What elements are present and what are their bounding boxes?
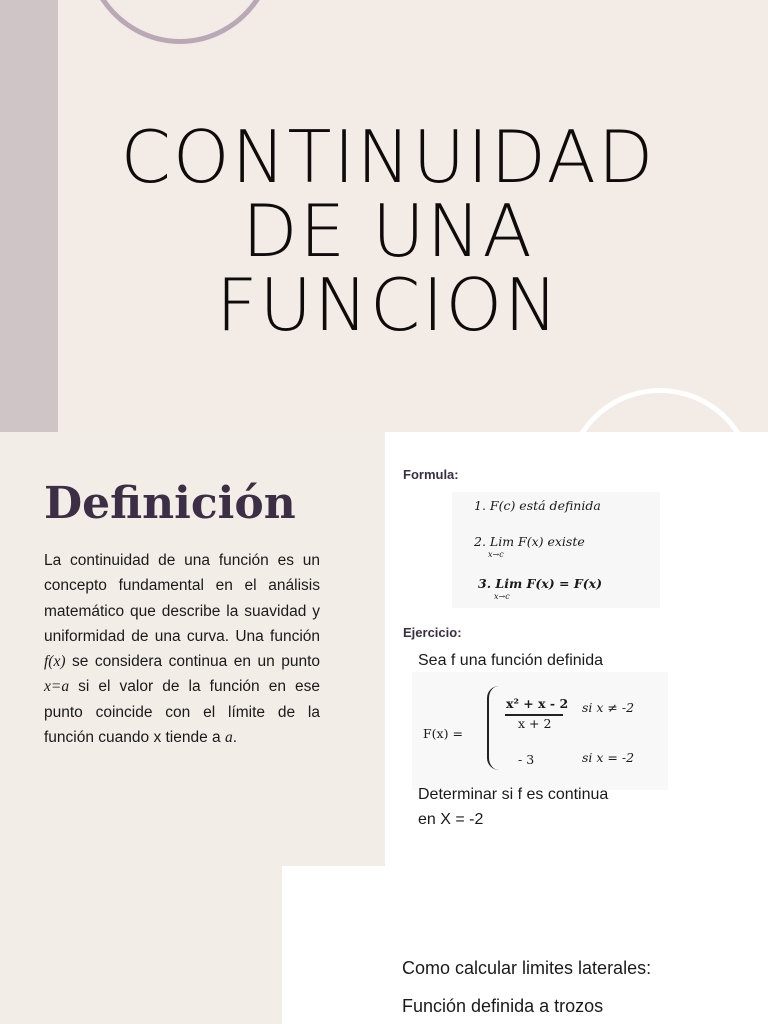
piecewise-condition-2: si x = -2 <box>582 750 635 765</box>
definition-text-part: . <box>232 729 238 747</box>
exercise-label: Ejercicio: <box>403 625 462 640</box>
title-line-2: DE UNA <box>242 189 534 273</box>
piecewise-brace <box>487 686 499 770</box>
piecewise-denominator: x + 2 <box>518 716 552 731</box>
side-stripe <box>0 0 58 432</box>
math-a: a <box>224 729 233 747</box>
bottom-subheading: Función definida a trozos <box>402 996 604 1016</box>
definition-heading: Definición <box>44 478 296 529</box>
exercise-intro: Sea f una función definida <box>418 652 604 669</box>
exercise-question-1: Determinar si f es continua <box>418 786 609 803</box>
piecewise-condition-1: si x ≠ -2 <box>582 700 635 715</box>
formula-item-2-sub: x→c <box>488 550 504 559</box>
title-line-3: FUNCION <box>215 263 560 347</box>
formula-label: Formula: <box>403 467 459 482</box>
definition-text-part: La continuidad de una función es un concepto fundamental en el análisis matemático que describe la suavidad y uniformidad de una curva. Una función <box>44 552 320 645</box>
bottom-heading: Como calcular limites laterales: <box>402 958 652 978</box>
formula-item-3-sub: x→c <box>494 592 510 601</box>
piecewise-value-2: - 3 <box>518 752 535 767</box>
math-x-equals-a: x=a <box>44 678 70 696</box>
piecewise-numerator: x² + x - 2 <box>506 696 569 711</box>
exercise-question-2: en X = -2 <box>418 811 484 828</box>
definition-text <box>44 548 320 750</box>
definition-text-part: si el valor de la función en ese punto coincide con el límite de la función cuando x tiende a <box>44 678 320 747</box>
formula-item-2: 2. Lim F(x) existe <box>474 534 585 549</box>
piecewise-lhs: F(x) = <box>423 726 463 741</box>
title-line-1: CONTINUIDAD <box>120 115 656 199</box>
math-fx: f(x) <box>44 653 66 671</box>
definition-text-part: se considera continua en un punto <box>65 653 320 671</box>
page-title <box>58 115 718 347</box>
formula-item-3: 3. Lim F(x) = F(x) <box>478 576 603 591</box>
formula-item-1: 1. F(c) está definida <box>474 498 601 513</box>
